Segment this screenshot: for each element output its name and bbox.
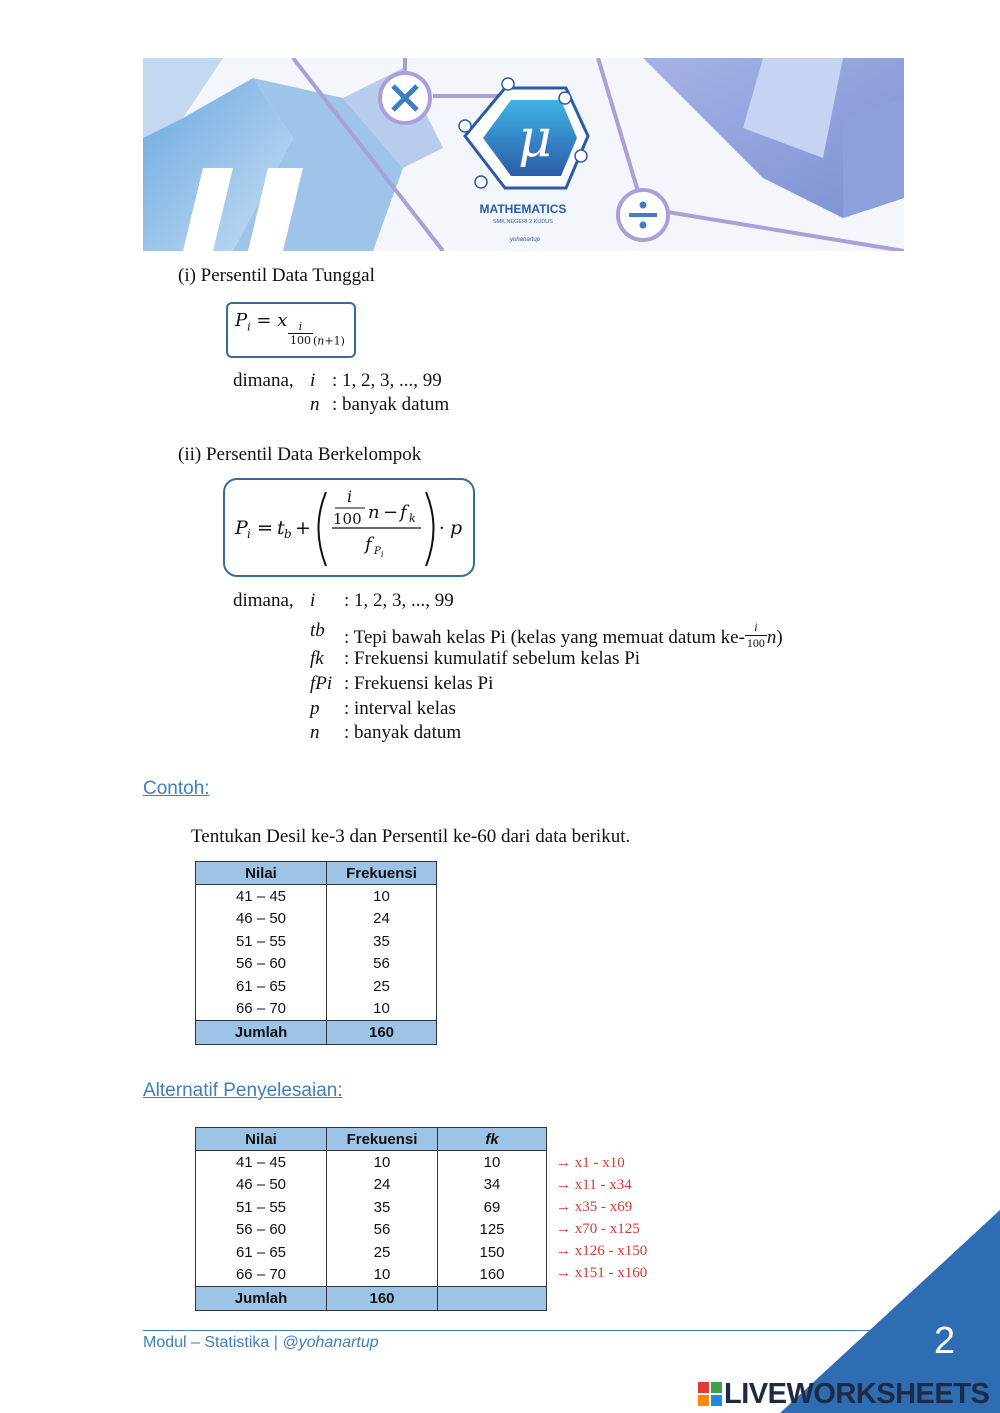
cell: 46 – 50 (196, 1174, 327, 1197)
table-row (196, 975, 437, 998)
svg-text:=: = (257, 517, 273, 539)
svg-text:f: f (365, 534, 372, 555)
var-desc: : 1, 2, 3, ..., 99 (332, 370, 442, 391)
datum-range: → x35 - x69 (556, 1199, 633, 1215)
cell: 35 (327, 1196, 438, 1219)
cell: 56 (327, 1219, 438, 1242)
banner-artwork (143, 58, 904, 251)
cell: 56 (327, 953, 437, 976)
datum-range: → x151 - x160 (556, 1265, 648, 1281)
school-name: SMK NEGERI 2 KUDUS (493, 219, 553, 225)
var-sym: fPi (310, 673, 333, 694)
cell: 25 (327, 1241, 438, 1264)
svg-text:i: i (347, 487, 353, 506)
table-header-row (196, 1128, 547, 1151)
var-desc: : interval kelas (344, 698, 456, 719)
table-header-row (196, 862, 437, 885)
svg-text:P: P (374, 546, 381, 557)
brand-name: MATHEMATICS (479, 202, 567, 216)
table-row (196, 1219, 547, 1242)
column-header: fk (438, 1128, 547, 1151)
svg-text:+: + (295, 517, 311, 539)
datum-range-annotations (556, 1152, 647, 1284)
table-row (196, 1151, 547, 1174)
cell: 51 – 55 (196, 1196, 327, 1219)
mu-symbol: μ (518, 109, 552, 169)
example-question: Tentukan Desil ke-3 dan Persentil ke-60 dari data berikut. (191, 826, 631, 847)
var-sym: i (310, 370, 316, 391)
datum-range: → x11 - x34 (556, 1177, 632, 1193)
cell: Jumlah (196, 1021, 327, 1045)
cell: 56 – 60 (196, 1219, 327, 1242)
cell: 61 – 65 (196, 1241, 327, 1264)
svg-text:k: k (409, 512, 416, 525)
cell: 56 – 60 (196, 953, 327, 976)
cell: 24 (327, 1174, 438, 1197)
header-banner (143, 58, 904, 251)
solution-heading: Alternatif Penyelesaian: (143, 1080, 343, 1101)
solution-table (195, 1127, 547, 1311)
var-desc: : banyak datum (332, 394, 450, 415)
cell: 66 – 70 (196, 1264, 327, 1287)
svg-text:P: P (235, 517, 248, 539)
cell: 41 – 45 (196, 1151, 327, 1174)
var-desc: : Frekuensi kelas Pi (344, 673, 494, 694)
table-row (196, 1196, 547, 1219)
column-header: Frekuensi (327, 1128, 438, 1151)
var-desc-tb: : Tepi bawah kelas Pi (kelas yang memuat datum ke- $\frac{i}{100}$ n) (344, 620, 783, 650)
cell: 10 (327, 885, 437, 908)
svg-text:i: i (247, 527, 251, 541)
cell: 160 (438, 1264, 547, 1287)
svg-text:n: n (368, 502, 380, 523)
section-1-title: (i) Persentil Data Tunggal (178, 265, 375, 286)
var-sym: n (310, 722, 320, 743)
liveworksheets-logo-icon (698, 1382, 722, 1406)
cell: 24 (327, 908, 437, 931)
cell: 25 (327, 975, 437, 998)
footer-divider (143, 1330, 883, 1331)
var-desc: : Frekuensi kumulatif sebelum kelas Pi (344, 648, 641, 669)
footer-text: Modul – Statistika | @yohanartup (143, 1334, 379, 1351)
table-row (196, 908, 437, 931)
datum-range: → x70 - x125 (556, 1221, 640, 1237)
var-sym: n (310, 394, 320, 415)
column-header: Frekuensi (327, 862, 437, 885)
svg-text:t: t (277, 517, 285, 539)
cell: 160 (327, 1287, 438, 1311)
svg-text:100: 100 (333, 510, 362, 528)
var-desc: : banyak datum (344, 722, 462, 743)
where-label-2: dimana, (233, 590, 294, 611)
where-label-1: dimana, (233, 370, 294, 391)
table-row (196, 930, 437, 953)
datum-range: → x126 - x150 (556, 1243, 648, 1259)
page-number: 2 (934, 1320, 956, 1362)
cell: 10 (327, 1264, 438, 1287)
cell: 61 – 65 (196, 975, 327, 998)
liveworksheets-watermark: LIVEWORKSHEETS (698, 1378, 989, 1410)
table-row (196, 998, 437, 1021)
table-row (196, 1241, 547, 1264)
column-header: Nilai (196, 862, 327, 885)
cell: 150 (438, 1241, 547, 1264)
table-total-row (196, 1021, 437, 1045)
svg-text:−: − (383, 502, 399, 523)
cell: 35 (327, 930, 437, 953)
cell: 34 (438, 1174, 547, 1197)
var-desc: : 1, 2, 3, ..., 99 (344, 590, 454, 611)
svg-text:f: f (400, 502, 407, 523)
table-total-row (196, 1287, 547, 1311)
cell: 66 – 70 (196, 998, 327, 1021)
cell: 125 (438, 1219, 547, 1242)
table-row (196, 1174, 547, 1197)
example-table (195, 861, 437, 1045)
table-row (196, 953, 437, 976)
cell: 51 – 55 (196, 930, 327, 953)
cell: Jumlah (196, 1287, 327, 1311)
var-sym: p (310, 698, 320, 719)
var-sym: tb (310, 620, 325, 641)
column-header: Nilai (196, 1128, 327, 1151)
datum-range: → x1 - x10 (556, 1155, 625, 1171)
cell: 10 (438, 1151, 547, 1174)
banner-signature: yohanartup (509, 237, 541, 243)
cell: 41 – 45 (196, 885, 327, 908)
svg-text:i: i (381, 550, 384, 559)
cell (438, 1287, 547, 1311)
formula-single-percentile: $P_i = x$ $\frac{i}{100}$ (n+1) (226, 302, 356, 358)
cell: 10 (327, 998, 437, 1021)
var-sym: fk (310, 648, 324, 669)
svg-text:b: b (284, 527, 292, 541)
var-sym: i (310, 590, 316, 611)
cell: 10 (327, 1151, 438, 1174)
cell: 160 (327, 1021, 437, 1045)
cell: 46 – 50 (196, 908, 327, 931)
section-2-title: (ii) Persentil Data Berkelompok (178, 444, 422, 465)
cell: 69 (438, 1196, 547, 1219)
table-row (196, 885, 437, 908)
svg-text:·: · (439, 518, 445, 539)
formula-grouped-percentile (223, 478, 475, 577)
example-heading: Contoh: (143, 778, 210, 799)
svg-text:p: p (450, 517, 463, 539)
table-row (196, 1264, 547, 1287)
